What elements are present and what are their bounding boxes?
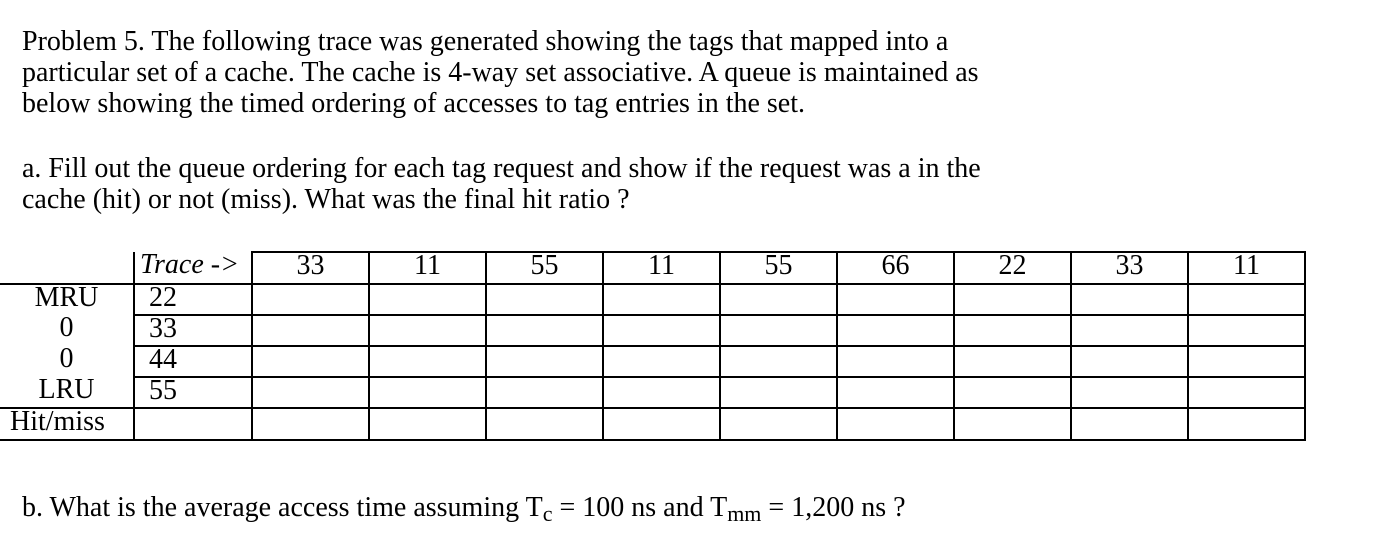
answer-cell[interactable] <box>1188 408 1305 440</box>
answer-cell[interactable] <box>954 377 1071 408</box>
answer-cell[interactable] <box>252 315 369 346</box>
intro-line: below showing the timed ordering of accesses to tag entries in the set. <box>22 88 806 119</box>
answer-cell[interactable] <box>720 346 837 377</box>
answer-cell[interactable] <box>369 346 486 377</box>
answer-cell[interactable] <box>603 284 720 315</box>
queue-row-lru <box>0 377 1305 408</box>
answer-cell[interactable] <box>837 315 954 346</box>
trace-label: Trace -> <box>134 252 252 284</box>
part-a-line: cache (hit) or not (miss). What was the final hit ratio ? <box>22 184 630 215</box>
answer-cell[interactable] <box>1071 284 1188 315</box>
queue-row-2 <box>0 315 1305 346</box>
answer-cell[interactable] <box>720 284 837 315</box>
cache-trace-table <box>0 251 1306 441</box>
problem-intro <box>22 26 979 119</box>
answer-cell[interactable] <box>720 377 837 408</box>
answer-cell[interactable] <box>369 284 486 315</box>
answer-cell[interactable] <box>1071 408 1188 440</box>
answer-cell[interactable] <box>486 284 603 315</box>
answer-cell[interactable] <box>603 377 720 408</box>
part-b-text: = 100 ns and T <box>552 492 728 523</box>
answer-cell[interactable] <box>603 346 720 377</box>
subscript-c: c <box>542 501 553 526</box>
trace-value: 11 <box>1188 252 1305 284</box>
answer-cell[interactable] <box>837 346 954 377</box>
answer-cell[interactable] <box>252 377 369 408</box>
intro-line: particular set of a cache. The cache is 4-way set associative. A queue is maintained as <box>22 57 979 88</box>
trace-value: 66 <box>837 252 954 284</box>
answer-cell[interactable] <box>252 346 369 377</box>
initial-tag: 33 <box>134 315 252 346</box>
row-label: LRU <box>0 377 134 408</box>
answer-cell[interactable] <box>603 408 720 440</box>
answer-cell[interactable] <box>954 346 1071 377</box>
queue-row-3 <box>0 346 1305 377</box>
answer-cell[interactable] <box>954 284 1071 315</box>
answer-cell[interactable] <box>720 408 837 440</box>
answer-cell[interactable] <box>603 315 720 346</box>
trace-header-row <box>0 252 1305 284</box>
part-a-line: a. Fill out the queue ordering for each tag request and show if the request was a in the <box>22 153 981 184</box>
row-label: 0 <box>0 315 134 346</box>
answer-cell[interactable] <box>369 377 486 408</box>
trace-value: 33 <box>252 252 369 284</box>
trace-value: 11 <box>603 252 720 284</box>
answer-cell[interactable] <box>369 408 486 440</box>
trace-value: 22 <box>954 252 1071 284</box>
initial-tag: 55 <box>134 377 252 408</box>
answer-cell[interactable] <box>134 408 252 440</box>
answer-cell[interactable] <box>369 315 486 346</box>
answer-cell[interactable] <box>486 315 603 346</box>
trace-value: 55 <box>486 252 603 284</box>
part-b-text: b. What is the average access time assuming T <box>22 492 543 523</box>
answer-cell[interactable] <box>837 408 954 440</box>
trace-value: 55 <box>720 252 837 284</box>
answer-cell[interactable] <box>720 315 837 346</box>
answer-cell[interactable] <box>954 315 1071 346</box>
row-label: 0 <box>0 346 134 377</box>
part-b-text: = 1,200 ns ? <box>761 492 906 523</box>
answer-cell[interactable] <box>954 408 1071 440</box>
trace-value: 11 <box>369 252 486 284</box>
answer-cell[interactable] <box>1071 346 1188 377</box>
part-b-question <box>22 492 906 524</box>
answer-cell[interactable] <box>1188 377 1305 408</box>
answer-cell[interactable] <box>486 377 603 408</box>
hit-miss-row <box>0 408 1305 440</box>
corner-cell <box>0 252 134 284</box>
answer-cell[interactable] <box>486 346 603 377</box>
intro-line: Problem 5. The following trace was generated showing the tags that mapped into a <box>22 26 949 57</box>
answer-cell[interactable] <box>252 408 369 440</box>
trace-value: 33 <box>1071 252 1188 284</box>
initial-tag: 22 <box>134 284 252 315</box>
row-label: MRU <box>0 284 134 315</box>
queue-row-mru <box>0 284 1305 315</box>
subscript-mm: mm <box>727 501 762 526</box>
initial-tag: 44 <box>134 346 252 377</box>
hit-miss-label: Hit/miss <box>0 408 134 440</box>
answer-cell[interactable] <box>837 284 954 315</box>
answer-cell[interactable] <box>1071 377 1188 408</box>
answer-cell[interactable] <box>837 377 954 408</box>
answer-cell[interactable] <box>1188 284 1305 315</box>
part-a-question <box>22 153 981 215</box>
answer-cell[interactable] <box>486 408 603 440</box>
answer-cell[interactable] <box>1188 315 1305 346</box>
answer-cell[interactable] <box>252 284 369 315</box>
answer-cell[interactable] <box>1188 346 1305 377</box>
answer-cell[interactable] <box>1071 315 1188 346</box>
